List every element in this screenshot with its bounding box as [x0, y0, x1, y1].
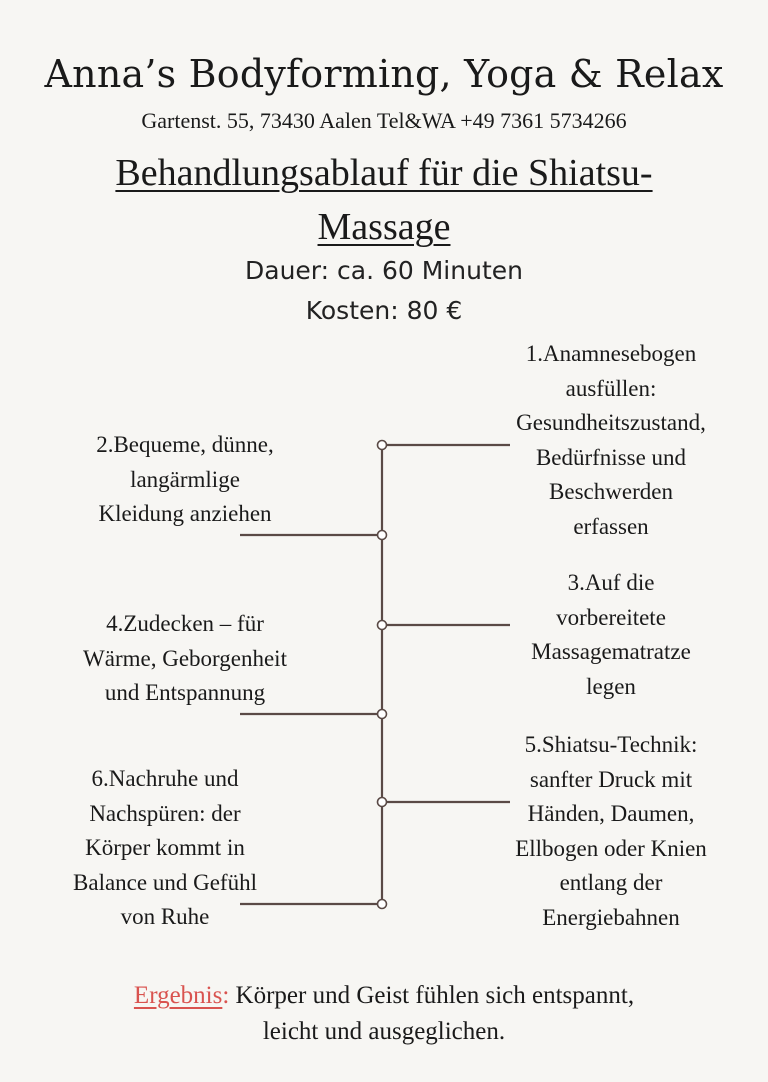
step-3-line: 3.Auf die: [567, 570, 655, 595]
step-5-technique: [478, 728, 744, 935]
result-text-1: Körper und Geist fühlen sich entspannt,: [229, 982, 635, 1009]
step-2-line: langärmlige: [130, 466, 240, 492]
result-line-1: [0, 978, 768, 1014]
result-summary: [0, 978, 768, 1050]
step-2-line: 2.Bequeme, dünne,: [96, 432, 274, 457]
step-5-line: Ellbogen oder Knien: [515, 835, 707, 861]
step-1-line: Gesundheitszustand,: [516, 410, 706, 435]
step-2-clothing: [40, 428, 330, 532]
step-1-line: Bedürfnisse und: [535, 444, 687, 470]
page-title-line-2: Massage: [317, 206, 451, 248]
step-1-line: erfassen: [573, 513, 649, 539]
step-1-line: Beschwerden: [549, 479, 673, 504]
step-5-line: Energiebahnen: [542, 904, 680, 930]
step-6-line: von Ruhe: [120, 904, 210, 929]
step-3-line: vorbereitete: [556, 604, 666, 630]
cost-info: Kosten: 80 €: [305, 296, 463, 325]
step-1-line: 1.Anamnesebogen: [525, 341, 697, 366]
node-step-5: [378, 798, 387, 807]
node-step-1: [378, 441, 387, 450]
step-5-line: Händen, Daumen,: [527, 801, 695, 826]
business-address: Gartenst. 55, 73430 Aalen Tel&WA +49 7361 5734266: [141, 108, 627, 133]
duration-info: Dauer: ca. 60 Minuten: [245, 256, 523, 285]
business-name: Anna’s Bodyforming, Yoga & Relax: [44, 52, 724, 96]
step-6-line: Balance und Gefühl: [73, 869, 257, 895]
step-6-line: Nachspüren: der: [89, 800, 241, 826]
node-step-4: [378, 710, 387, 719]
step-5-line: 5.Shiatsu-Technik:: [524, 732, 698, 757]
node-step-3: [378, 621, 387, 630]
step-3-line: Massagematratze: [531, 639, 691, 664]
step-1-line: ausfüllen:: [565, 375, 657, 401]
step-2-line: Kleidung anziehen: [98, 501, 272, 526]
step-5-line: sanfter Druck mit: [529, 766, 693, 792]
result-colon: :: [222, 982, 230, 1009]
step-4-line: Wärme, Geborgenheit: [83, 645, 287, 671]
step-4-line: und Entspannung: [104, 680, 266, 705]
step-6-line: 6.Nachruhe und: [91, 766, 239, 791]
step-5-line: entlang der: [559, 870, 663, 895]
step-4-line: 4.Zudecken – für: [106, 611, 264, 636]
step-3-line: legen: [586, 673, 636, 699]
step-3-mattress: [478, 566, 744, 704]
step-6-line: Körper kommt in: [85, 835, 245, 860]
step-6-rest: [20, 762, 310, 935]
page-title-line-1: Behandlungsablauf für die Shiatsu-: [115, 152, 653, 194]
step-1-anamnesis: [478, 337, 744, 544]
step-4-cover: [40, 607, 330, 711]
result-label: Ergebnis: [133, 982, 223, 1009]
result-text-2: leicht und ausgeglichen.: [262, 1018, 506, 1045]
node-step-6: [378, 900, 387, 909]
node-step-2: [378, 531, 387, 540]
